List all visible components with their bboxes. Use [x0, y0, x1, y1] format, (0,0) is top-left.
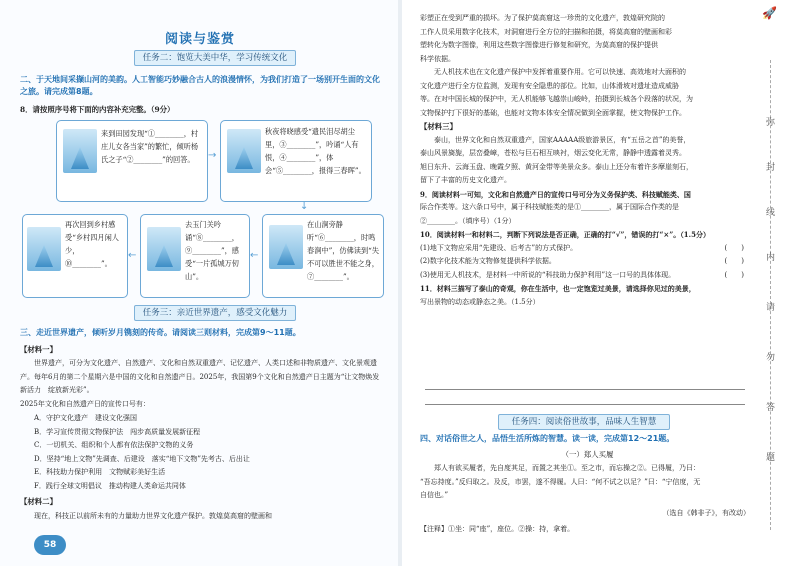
card-2 [220, 120, 372, 202]
task2-banner: 任务二：饱览大美中华，学习传统文化 [134, 50, 296, 66]
arrow-down-icon: ↓ [300, 201, 309, 212]
text-line: 留下了丰富的历史文化遗产。 [420, 176, 511, 184]
text-line: 科学依据。 [420, 54, 455, 63]
material1-label: 【材料一】 [20, 345, 57, 354]
answer-paren[interactable]: ( ) [724, 270, 744, 279]
card-1-text: 来到田园发现“①________，村庄儿女各当家”的繁忙，倾听杨氏之子“②________”的回答。 [101, 129, 199, 164]
card-2-text: 秋夜将晓感受“遗民泪尽胡尘里，③________”，吟诵“人有恨，④________”，体会“⑤________，报得三春晖”。 [265, 127, 366, 175]
q9-line: 际合作类等。这六条口号中，属于科技赋能类的是①________，属于国际合作类的是 [420, 203, 679, 211]
seal-margin [758, 0, 788, 566]
q9-line: ②________。（填序号）（1分） [420, 216, 516, 225]
card-4 [140, 214, 250, 298]
landscape-image [147, 227, 181, 271]
section4-heading: 四、对话俗世之人，品悟生活所炼的智慧。读一读，完成第12～21题。 [420, 434, 675, 443]
answer-line[interactable] [425, 404, 745, 405]
seal-char: 请 [766, 303, 776, 313]
material1-slogan-intro: 2025年文化和自然遗产日的宣传口号有： [20, 400, 150, 408]
card-5 [22, 214, 128, 298]
card-3-text: 在山涧旁静听“⑥________，时鸣春涧中”，仿佛读到“失不可以胜世不能之身，⑦________”。 [307, 220, 380, 281]
seal-char: 题 [766, 453, 776, 463]
slogan-item: D．坚持“地上文物”先调查、后建设 落实“地下文物”先考古、后出让 [34, 454, 250, 463]
material1-paragraph: 世界遗产，可分为文化遗产、自然遗产、文化和自然双重遗产、记忆遗产、人类口述和非物质遗产、文化景观遗产。每年6月的第二个星期六是中国的文化和自然遗产日。2025年，我国第9个文化和自然遗产日主题为“让文物焕发新活力 绽放新光彩”。 [20, 359, 380, 394]
landscape-image [269, 225, 303, 269]
slogan-item: E．科技助力保护利用 文物赋彩美好生活 [34, 468, 166, 476]
story-title: （一）郑人买履 [561, 450, 614, 459]
material2-label: 【材料二】 [20, 497, 57, 506]
story-notes: 【注释】①坐：同“座”，座位。②操：持，拿着。 [420, 525, 575, 533]
arrow-right-icon: → [208, 150, 217, 161]
seal-char: 线 [766, 208, 776, 218]
seal-char: 答 [766, 403, 776, 413]
material3-label: 【材料三】 [420, 122, 457, 131]
arrow-left-icon: ← [128, 250, 137, 261]
text-line: 郑人有欲买履者，先自度其足，而置之其坐①。至之市，而忘操之②。已得履，乃曰： [434, 464, 700, 472]
answer-paren[interactable]: ( ) [724, 243, 744, 252]
card-1 [56, 120, 208, 202]
card-4-text: 去玉门关吟诵“⑧________，⑨________”，感受“一片孤城万仞山”。 [185, 220, 239, 281]
slogan-list [34, 412, 384, 493]
text-line: 塑转化为数字图像，利用这些数字图像进行修复和研究，为莫高窟的保护提供 [420, 41, 658, 49]
material2-continued [420, 12, 752, 309]
slogan-item: C．一切机关、组织和个人都有依法保护文物的义务 [34, 441, 194, 449]
seal-char: 内 [766, 253, 776, 263]
q8-prompt: 8．请按照序号将下面的内容补充完整。（9分） [20, 105, 175, 114]
arrow-left-icon: ← [250, 250, 259, 261]
text-line: 彩塑正在受到严重的损坏。为了保护莫高窟这一珍贵的文化遗产，敦煌研究院的 [420, 14, 665, 22]
text-line: 旭日东升、云海玉盘、晚霞夕照、黄河金带等美景众多。泰山上还分布着许多摩崖刻石， [420, 162, 693, 171]
text-line: 自信也。” [420, 491, 449, 499]
page-title: 阅读与鉴赏 [164, 32, 235, 47]
answer-paren[interactable]: ( ) [724, 257, 744, 265]
slogan-item: A．守护文化遗产 建设文化强国 [34, 414, 138, 422]
q10-item [420, 255, 752, 269]
page-number: 58 [34, 535, 66, 555]
seal-char: 勿 [766, 353, 776, 363]
text-line: 无人机技术也在文化遗产保护中发挥着重要作用。它可以快速、高效地对大面积的 [434, 68, 686, 76]
q10-item-text: (3)使用无人机技术，是材料一中所说的“科技助力保护利用”这一口号的具体体现。 [420, 270, 676, 279]
landscape-image [63, 129, 97, 173]
text-line: 工作人员采用数字化技术，对洞窟进行全方位的扫描和拍摄，将莫高窟的壁画和彩 [420, 27, 672, 36]
section3-heading: 三、走近世界遗产，倾听岁月镌刻的传奇。请阅读三则材料，完成第9～11题。 [20, 328, 301, 337]
text-line: 文化遗产进行全方位监测，发现有安全隐患的部位。比如，山体滑坡对遗址造成威胁 [420, 81, 679, 90]
text-line: “吾忘持度。”反归取之。及反，市罢，遂不得履。人曰：“何不试之以足？”曰：“宁信度，无 [420, 477, 701, 486]
material2-paragraph: 现在，科技正以前所未有的力量助力世界文化遗产保护。敦煌莫高窟的壁画和 [34, 512, 272, 520]
text-line: 等。在对中国长城的保护中，无人机能够飞越崇山峻岭，拍摄到长城各个段落的状况，为 [420, 95, 693, 103]
task4-banner: 任务四：阅读俗世故事，品味人生智慧 [498, 414, 670, 430]
landscape-image [27, 227, 61, 271]
section2-heading: 二、于天地间采撷山河的美韵。人工智能巧妙融合古人的浪漫情怀，为我们打造了一场别开生面的文化之旅。请完成第8题。 [20, 75, 380, 96]
card-3 [262, 214, 384, 298]
q9-line: 9．阅读材料一可知，文化和自然遗产日的宣传口号可分为义务保护类、科技赋能类、国 [420, 189, 691, 199]
q10-prompt: 10．阅读材料一和材料二，判断下列说法是否正确，正确的打“√”，错误的打“×”。（1.5分） [420, 230, 710, 239]
slogan-item: B．学习宣传贯彻文物保护法 闯步高质量发展新征程 [34, 427, 201, 436]
slogan-item: F．践行全球文明倡议 推动构建人类命运共同体 [34, 481, 186, 490]
q10-item-text: (1)地下文物应采用“先建设、后考古”的方式保护。 [420, 243, 578, 252]
q10-item [420, 242, 752, 256]
text-line: 泰山风景旖旎，层峦叠嶂，苍松与巨石相互映衬，烟云变化无常，静静中透露着灵秀。 [420, 149, 686, 157]
q11-line: 写出景物的动态或静态之美。（1.5分） [420, 297, 540, 306]
seal-char: 弥 [766, 118, 776, 128]
text-line: 泰山，世界文化和自然双重遗产，国家AAAAA级旅游景区，有“五岳之首”的美誉， [434, 135, 691, 144]
rocket-icon: 🚀 [762, 6, 777, 20]
book-gutter [398, 0, 402, 566]
landscape-image [227, 129, 261, 173]
answer-line[interactable] [425, 389, 745, 390]
q11-line: 11．材料三描写了泰山的奇观，你在生活中，也一定饱览过美景，请选择你见过的美景， [420, 284, 696, 293]
story-source: （选自《韩非子》，有改动） [662, 509, 750, 517]
seal-char: 封 [766, 163, 776, 173]
story-text [420, 462, 755, 503]
q10-item [420, 269, 752, 283]
q10-item-text: (2)数字化技术能为文物修复提供科学依据。 [420, 257, 556, 265]
text-line: 文物保护打下很好的基础，也能对文物本体安全情况做到全面掌握，使文物保护工作。 [420, 108, 686, 117]
card-5-text: 再次回到乡村感受“乡村四月闲人少，⑩________”。 [65, 220, 119, 268]
task3-banner: 任务三：亲近世界遗产，感受文化魅力 [134, 305, 296, 321]
